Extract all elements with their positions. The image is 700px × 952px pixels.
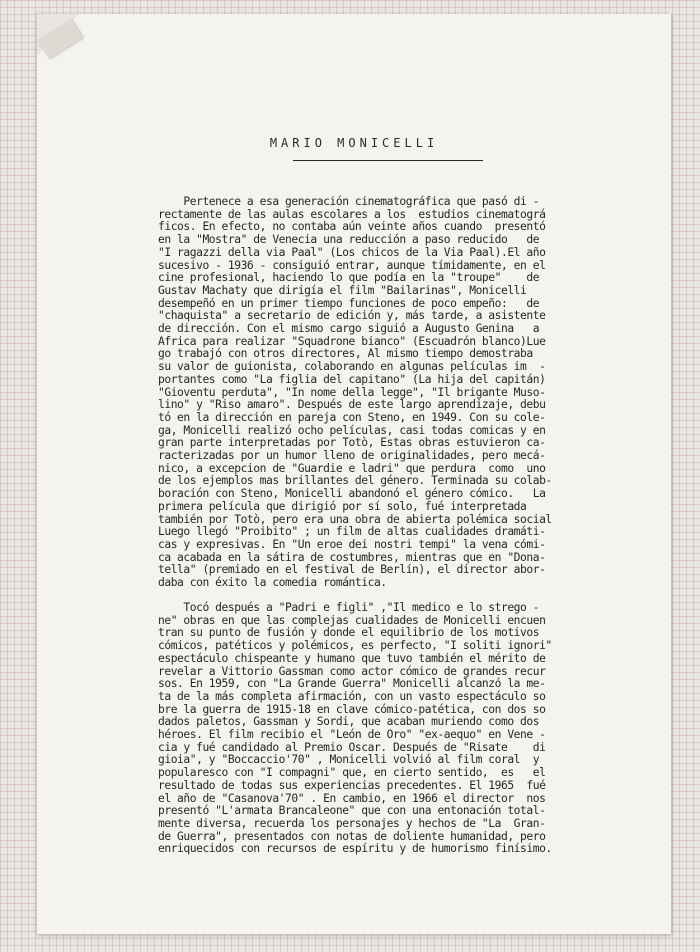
text-line: popularesco con "I compagni" que, en cierto sentido, es el — [158, 766, 546, 780]
text-line: boración con Steno, Monicelli abandonó el género cómico. La — [158, 487, 546, 501]
text-line: bre la guerra de 1915-18 en clave cómico-patética, con dos so — [158, 702, 546, 716]
text-line: presentó "L'armata Brancaleone" que con una entonación total- — [158, 804, 546, 818]
text-line: Pertenece a esa generación cinematográfica que pasó di - — [158, 195, 540, 208]
text-line: "I ragazzi della via Paal" (Los chicos de la Via Paal).El año — [158, 245, 546, 259]
text-line: primera película que dirigió por sí solo, fué interpretada — [158, 499, 527, 513]
text-line: ga, Monicelli realizó ocho películas, casi todas comicas y en — [158, 423, 546, 437]
text-line: desempeñó en un primer tiempo funciones de poco empeño: de — [158, 296, 540, 310]
text-line: racterizadas por un humor lleno de originalidades, pero mecá- — [158, 449, 546, 463]
text-line: gran parte interpretadas por Totò, Estas obras estuvieron ca- — [158, 436, 546, 450]
text-line: ta de la más completa afirmación, con un vasto espectáculo so — [158, 689, 546, 703]
text-line: tella" (premiado en el festival de Berlín), el director abor- — [158, 563, 546, 577]
text-line: Tocó después a "Padri e figli" ,"Il medico e lo strego - — [158, 601, 540, 614]
text-line: cas y expresivas. En "Un eroe dei nostri tempi" la vena cómi- — [158, 537, 546, 551]
text-line: dados paletos, Gassman y Sordi, que acaban muriendo como dos — [158, 715, 540, 729]
text-line: Africa para realizar "Squadrone bianco" (Escuadrón blanco)Lue — [158, 334, 546, 348]
text-line: nico, a excepcion de "Guardie e ladri" que perdura como uno — [158, 461, 546, 475]
text-line: tó en la dirección en pareja con Steno, en 1949. Con su cole- — [158, 410, 546, 424]
text-line: gioia", y "Boccaccio'70" , Monicelli volvió al film coral y — [158, 753, 540, 767]
text-line: sos. En 1959, con "La Grande Guerra" Monicelli alcanzó la me- — [158, 677, 546, 691]
text-line: ne" obras en que las complejas cualidades de Monicelli encuen — [158, 613, 546, 627]
text-line: lino" y "Riso amaro". Después de este largo aprendizaje, debu — [158, 398, 546, 412]
text-line: el año de "Casanova'70" . En cambio, en 1966 el director nos — [158, 791, 546, 805]
text-line: Luego llegó "Proibito" ; un film de altas cualidades dramáti- — [158, 525, 546, 539]
text-line: cia y fué candidado al Premio Oscar. Después de "Risate di — [158, 740, 546, 754]
paragraph-1 — [158, 196, 638, 590]
text-line: revelar a Vittorio Gassman como actor cómico de grandes recur — [158, 664, 546, 678]
text-line: de los ejemplos mas brillantes del género. Terminada su colab- — [158, 474, 552, 488]
text-line: go trabajó con otros directores, Al mismo tiempo demostraba — [158, 347, 533, 361]
text-line: Gustav Machaty que dirigía el film "Bailarinas", Monicelli — [158, 283, 527, 297]
text-line: tran su punto de fusión y donde el equilibrio de los motivos — [158, 626, 540, 640]
text-line: ca acabada en la sátira de costumbres, mientras que en "Dona- — [158, 550, 546, 564]
text-line: rectamente de las aulas escolares a los estudios cinematográ — [158, 207, 546, 221]
text-line: mente diversa, recuerda los personajes y hechos de "La Gran- — [158, 816, 546, 830]
title-underline — [293, 160, 483, 161]
text-line: resultado de todas sus experiencias precedentes. El 1965 fué — [158, 778, 546, 792]
text-line: en la "Mostra" de Venecia una reducción a paso reducido de — [158, 233, 540, 247]
text-line: cómicos, patéticos y polémicos, es perfecto, "I soliti ignori" — [158, 639, 552, 653]
text-line: héroes. El film recibio el "León de Oro" "ex-aequo" en Vene - — [158, 728, 546, 742]
text-line: "chaquista" a secretario de edición y, más tarde, a asistente — [158, 309, 546, 323]
text-line: cine profesional, haciendo lo que podía en la "troupe" de — [158, 271, 540, 285]
document-title: MARIO MONICELLI — [269, 136, 439, 150]
text-line: daba con éxito la comedia romántica. — [158, 576, 387, 590]
paper-sheet — [37, 14, 671, 934]
text-line: de Guerra", presentados con notas de doliente humanidad, pero — [158, 829, 546, 843]
text-line: también por Totò, pero era una obra de abierta polémica social — [158, 512, 552, 526]
text-line: su valor de guionista, colaborando en algunas películas im - — [158, 360, 546, 374]
paragraph-2 — [158, 602, 638, 856]
text-line: sucesivo - 1936 - consiguió entrar, aunque tímidamente, en el — [158, 258, 546, 272]
text-line: de dirección. Con el mismo cargo siguió a Augusto Genina a — [158, 322, 540, 336]
text-line: ficos. En efecto, no contaba aún veinte años cuando presentó — [158, 220, 546, 234]
text-line: espectáculo chispeante y humano que tuvo también el mérito de — [158, 651, 546, 665]
text-line: enriquecidos con recursos de espíritu y de humorismo finísimo. — [158, 842, 552, 856]
text-line: "Gioventu perduta", "In nome della legge", "Il brigante Muso- — [158, 385, 546, 399]
text-line: portantes como "La figlia del capitano" (La hija del capitán) — [158, 372, 546, 386]
